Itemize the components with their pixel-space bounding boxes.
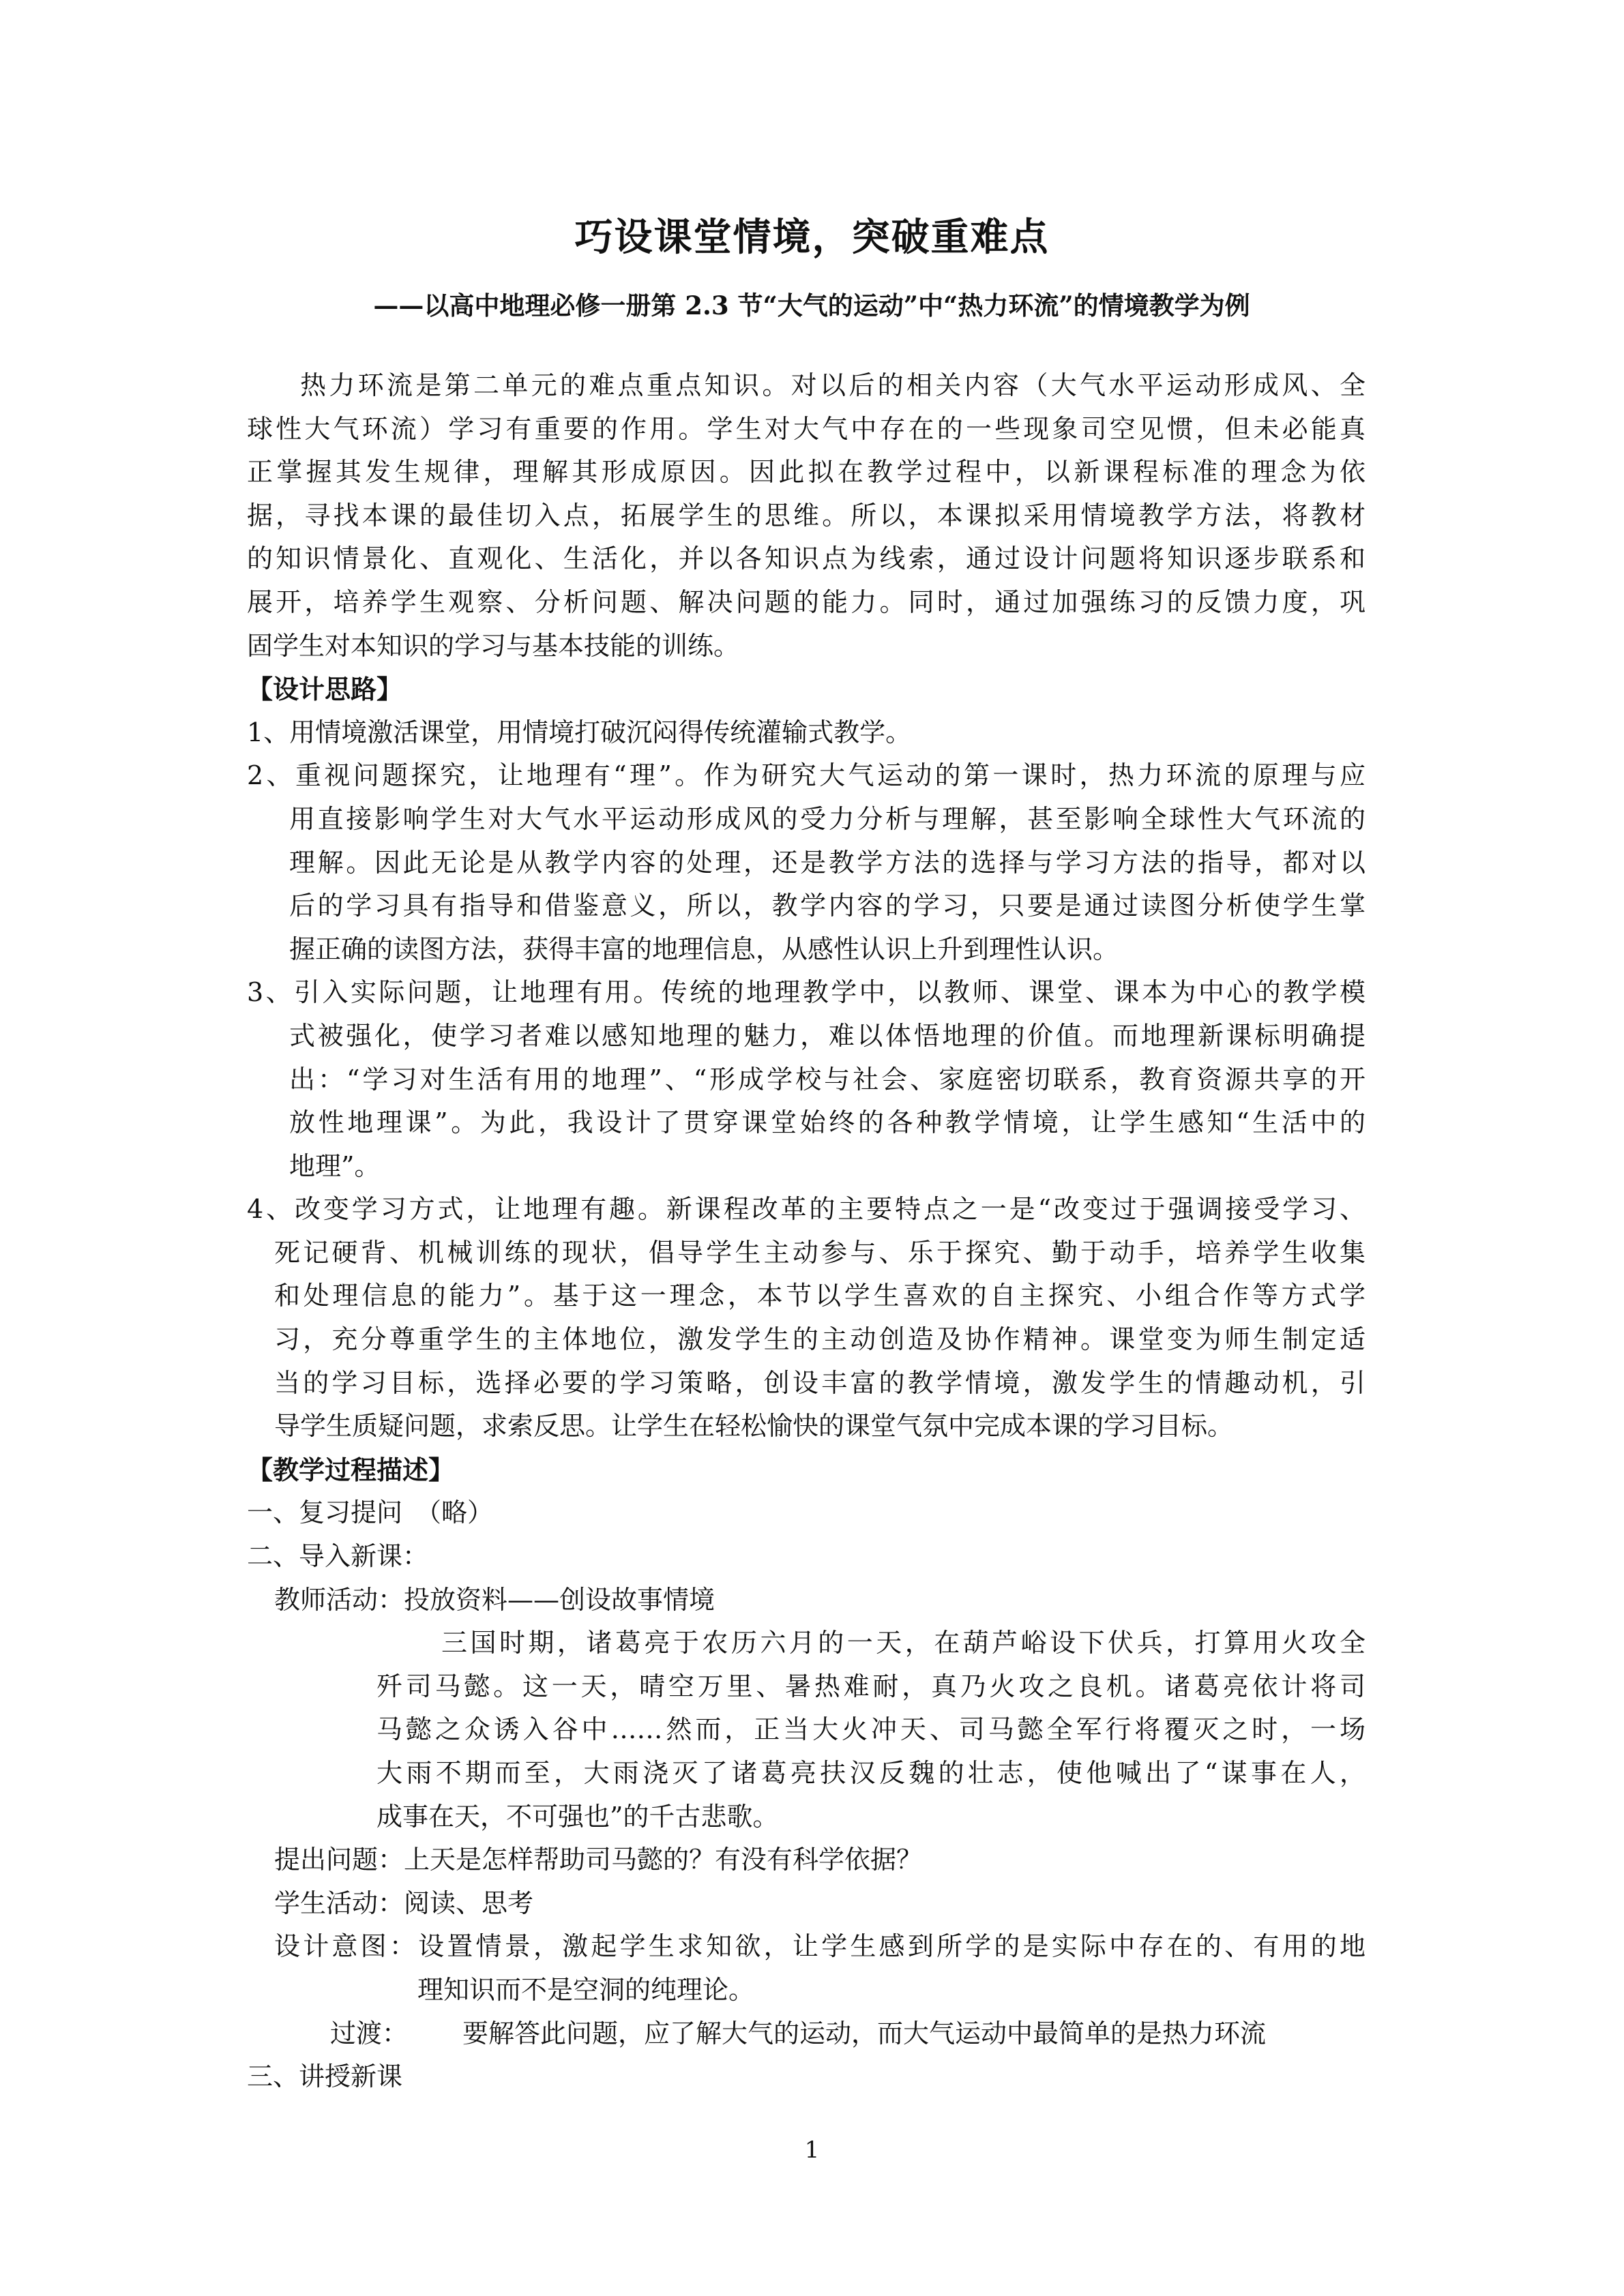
design-point-line: 握正确的读图方法，获得丰富的地理信息，从感性认识上升到理性认识。 bbox=[289, 934, 1119, 964]
design-intent-line: 设计意图：设置情景，激起学生求知欲，让学生感到所学的是实际中存在的、有用的地 bbox=[274, 1931, 1365, 1962]
intro-line: 固学生对本知识的学习与基本技能的训练。 bbox=[247, 630, 740, 661]
design-point-line: 当的学习目标，选择必要的学习策略，创设丰富的教学情境，激发学生的情趣动机，引 bbox=[274, 1367, 1365, 1398]
transition-text: 要解答此问题，应了解大气的运动，而大气运动中最简单的是热力环流 bbox=[462, 2018, 1267, 2048]
teacher-activity: 教师活动：投放资料——创设故事情境 bbox=[274, 1584, 715, 1615]
design-point-line: 4、改变学习方式，让地理有趣。新课程改革的主要特点之一是“改变过于强调接受学习、 bbox=[247, 1194, 1365, 1225]
design-intent-line: 理知识而不是空洞的纯理论。 bbox=[417, 1974, 755, 2005]
design-point-2 bbox=[247, 754, 1365, 971]
student-activity: 学生活动：阅读、思考 bbox=[274, 1888, 534, 1918]
process-heading: 【教学过程描述】 bbox=[247, 1454, 455, 1485]
new-lesson-heading: 三、讲授新课 bbox=[247, 2061, 403, 2092]
document-body bbox=[247, 364, 1365, 2099]
intro-line: 展开，培养学生观察、分析问题、解决问题的能力。同时，通过加强练习的反馈力度，巩 bbox=[247, 586, 1365, 617]
intro-line: 正掌握其发生规律，理解其形成原因。因此拟在教学过程中，以新课程标准的理念为依 bbox=[247, 457, 1365, 488]
design-point-3 bbox=[247, 971, 1365, 1188]
story-block bbox=[247, 1622, 1365, 1838]
page-number: 1 bbox=[804, 2136, 820, 2164]
design-heading: 【设计思路】 bbox=[247, 674, 403, 705]
design-point-line: 理解。因此无论是从教学内容的处理，还是教学方法的选择与学习方法的指导，都对以 bbox=[289, 847, 1365, 878]
design-point-line: 放性地理课”。为此，我设计了贯穿课堂始终的各种教学情境，让学生感知“生活中的 bbox=[289, 1107, 1365, 1138]
design-point-line: 出：“学习对生活有用的地理”、“形成学校与社会、家庭密切联系，教育资源共享的开 bbox=[289, 1064, 1365, 1094]
design-point-4 bbox=[247, 1188, 1365, 1448]
design-point-line: 1、用情境激活课堂，用情境打破沉闷得传统灌输式教学。 bbox=[247, 717, 912, 747]
intro-line: 的知识情景化、直观化、生活化，并以各知识点为线索，通过设计问题将知识逐步联系和 bbox=[247, 543, 1365, 574]
design-point-line: 习，充分尊重学生的主体地位，激发学生的主动创造及协作精神。课堂变为师生制定适 bbox=[274, 1324, 1365, 1355]
design-point-line: 导学生质疑问题，求索反思。让学生在轻松愉快的课堂气氛中完成本课的学习目标。 bbox=[274, 1411, 1234, 1442]
design-point-1 bbox=[247, 711, 1365, 755]
intro-line: 球性大气环流）学习有重要的作用。学生对大气中存在的一些现象司空见惯，但未必能真 bbox=[247, 413, 1365, 444]
story-line: 大雨不期而至，大雨浇灭了诸葛亮扶汉反魏的壮志，使他喊出了“谋事在人， bbox=[377, 1758, 1365, 1788]
intro-lesson-heading: 二、导入新课： bbox=[247, 1541, 429, 1572]
design-point-line: 式被强化，使学习者难以感知地理的魅力，难以体悟地理的价值。而地理新课标明确提 bbox=[289, 1020, 1365, 1051]
review-item: 一、复习提问 （略） bbox=[247, 1497, 494, 1528]
intro-line: 据，寻找本课的最佳切入点，拓展学生的思维。所以，本课拟采用情境教学方法，将教材 bbox=[247, 500, 1365, 531]
story-line: 三国时期，诸葛亮于农历六月的一天，在葫芦峪设下伏兵，打算用火攻全 bbox=[441, 1628, 1365, 1658]
document-title: 巧设课堂情境，突破重难点 bbox=[574, 215, 1050, 260]
intro-line: 热力环流是第二单元的难点重点知识。对以后的相关内容（大气水平运动形成风、全 bbox=[300, 370, 1365, 400]
design-point-line: 死记硬背、机械训练的现状，倡导学生主动参与、乐于探究、勤于动手，培养学生收集 bbox=[274, 1237, 1365, 1268]
design-point-line: 地理”。 bbox=[289, 1150, 381, 1181]
story-line: 歼司马懿。这一天，晴空万里、暑热难耐，真乃火攻之良机。诸葛亮依计将司 bbox=[377, 1671, 1365, 1701]
story-line: 成事在天，不可强也”的千古悲歌。 bbox=[377, 1801, 779, 1832]
question-prompt: 提出问题：上天是怎样帮助司马懿的？有没有科学依据？ bbox=[274, 1845, 923, 1875]
design-intent bbox=[247, 1925, 1365, 2012]
design-point-line: 用直接影响学生对大气水平运动形成风的受力分析与理解，甚至影响全球性大气环流的 bbox=[289, 803, 1365, 834]
design-point-line: 后的学习具有指导和借鉴意义，所以，教学内容的学习，只要是通过读图分析使学生掌 bbox=[289, 891, 1365, 921]
transition-line bbox=[247, 2012, 1365, 2056]
design-point-line: 3、引入实际问题，让地理有用。传统的地理教学中，以教师、课堂、课本为中心的教学模 bbox=[247, 977, 1365, 1008]
story-line: 马懿之众诱入谷中……然而，正当大火冲天、司马懿全军行将覆灭之时，一场 bbox=[377, 1714, 1365, 1745]
design-point-line: 和处理信息的能力”。基于这一理念，本节以学生喜欢的自主探究、小组合作等方式学 bbox=[274, 1281, 1365, 1311]
intro-paragraph bbox=[247, 364, 1365, 668]
transition-label: 过渡： bbox=[330, 2018, 409, 2048]
design-point-line: 2、重视问题探究，让地理有“理”。作为研究大气运动的第一课时，热力环流的原理与应 bbox=[247, 760, 1365, 791]
document-subtitle: ——以高中地理必修一册第 2.3 节“大气的运动”中“热力环流”的情境教学为例 bbox=[373, 290, 1250, 320]
